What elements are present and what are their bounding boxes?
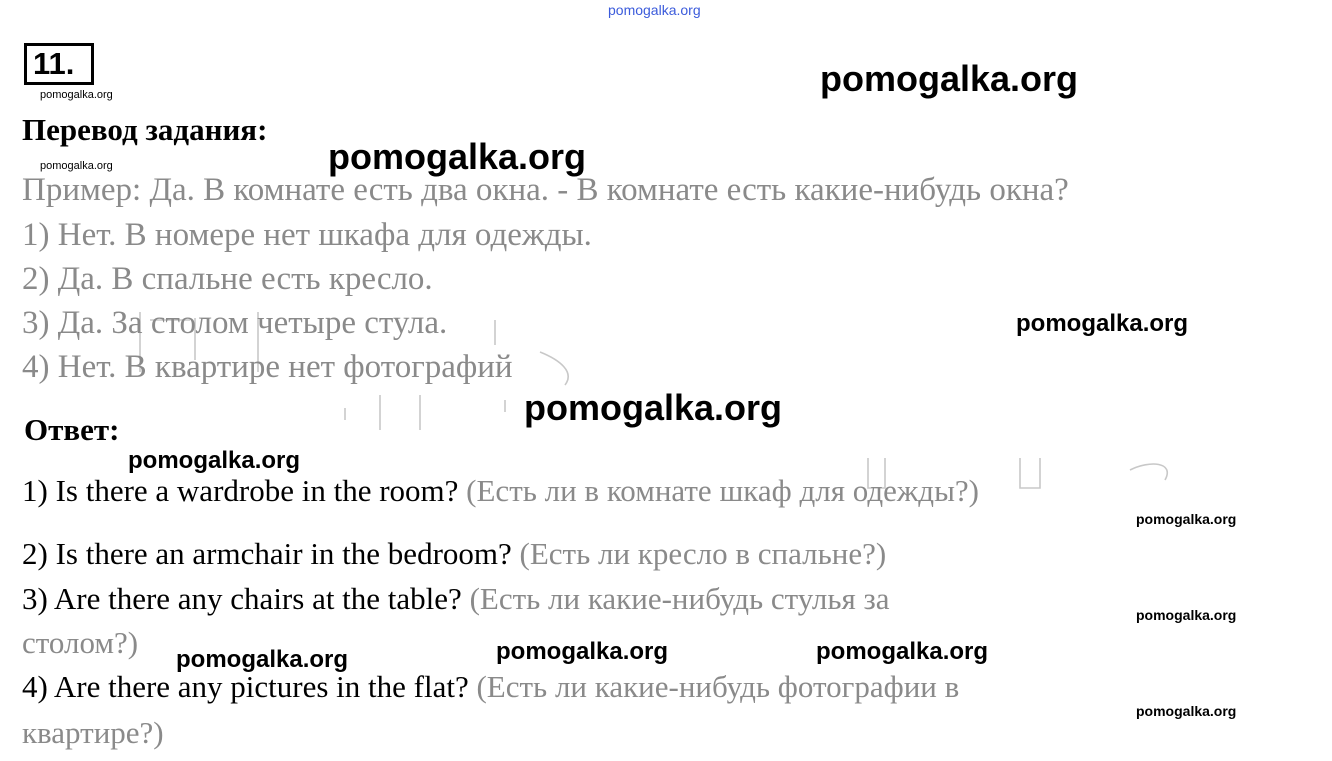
translation-line-2: 2) Да. В спальне есть кресло.: [22, 261, 433, 297]
answer-item-1: [22, 473, 979, 509]
answer-english: 2) Is there an armchair in the bedroom?: [22, 536, 520, 571]
watermark-medium: pomogalka.org: [1016, 310, 1189, 337]
answer-item-4: [22, 669, 959, 705]
translation-example: Пример: Да. В комнате есть два окна. - В комнате есть какие-нибудь окна?: [22, 172, 1069, 208]
answer-english: 3) Are there any chairs at the table?: [22, 581, 470, 616]
answer-english: 4) Are there any pictures in the flat?: [22, 669, 477, 704]
answer-heading: Ответ:: [24, 412, 120, 447]
watermark-large: pomogalka.org: [328, 136, 587, 177]
watermark-small: pomogalka.org: [40, 160, 113, 172]
watermark-small: pomogalka.org: [40, 89, 113, 101]
answer-translation-cont: столом?): [22, 625, 139, 660]
translation-heading: Перевод задания:: [22, 112, 268, 147]
watermark-large: pomogalka.org: [524, 387, 783, 428]
answer-item-2: [22, 536, 886, 572]
translation-line-3: 3) Да. За столом четыре стула.: [22, 305, 448, 341]
answer-translation: (Есть ли какие-нибудь стулья за: [469, 581, 890, 616]
watermark-small: pomogalka.org: [1136, 607, 1237, 623]
answer-translation: (Есть ли в комнате шкаф для одежды?): [466, 473, 979, 508]
watermark-medium: pomogalka.org: [816, 638, 989, 665]
answer-item-3: [22, 581, 890, 617]
answer-english: 1) Is there a wardrobe in the room?: [22, 473, 467, 508]
answer-translation-cont: квартире?): [22, 715, 164, 750]
translation-line-4: 4) Нет. В квартире нет фотографий: [22, 349, 513, 385]
answer-translation: (Есть ли какие-нибудь фотографии в: [476, 669, 960, 704]
answer-item-3-cont: [22, 625, 138, 661]
answer-item-4-cont: [22, 715, 164, 751]
watermark-small: pomogalka.org: [1136, 511, 1237, 527]
answer-translation: (Есть ли кресло в спальне?): [519, 536, 887, 571]
watermark-medium: pomogalka.org: [128, 447, 301, 474]
translation-line-1: 1) Нет. В номере нет шкафа для одежды.: [22, 217, 592, 253]
watermark-small: pomogalka.org: [1136, 703, 1237, 719]
watermark-top: pomogalka.org: [608, 2, 701, 18]
watermark-large: pomogalka.org: [820, 58, 1079, 99]
watermark-medium: pomogalka.org: [176, 646, 349, 673]
watermark-medium: pomogalka.org: [496, 638, 669, 665]
task-number: 11.: [24, 43, 94, 85]
